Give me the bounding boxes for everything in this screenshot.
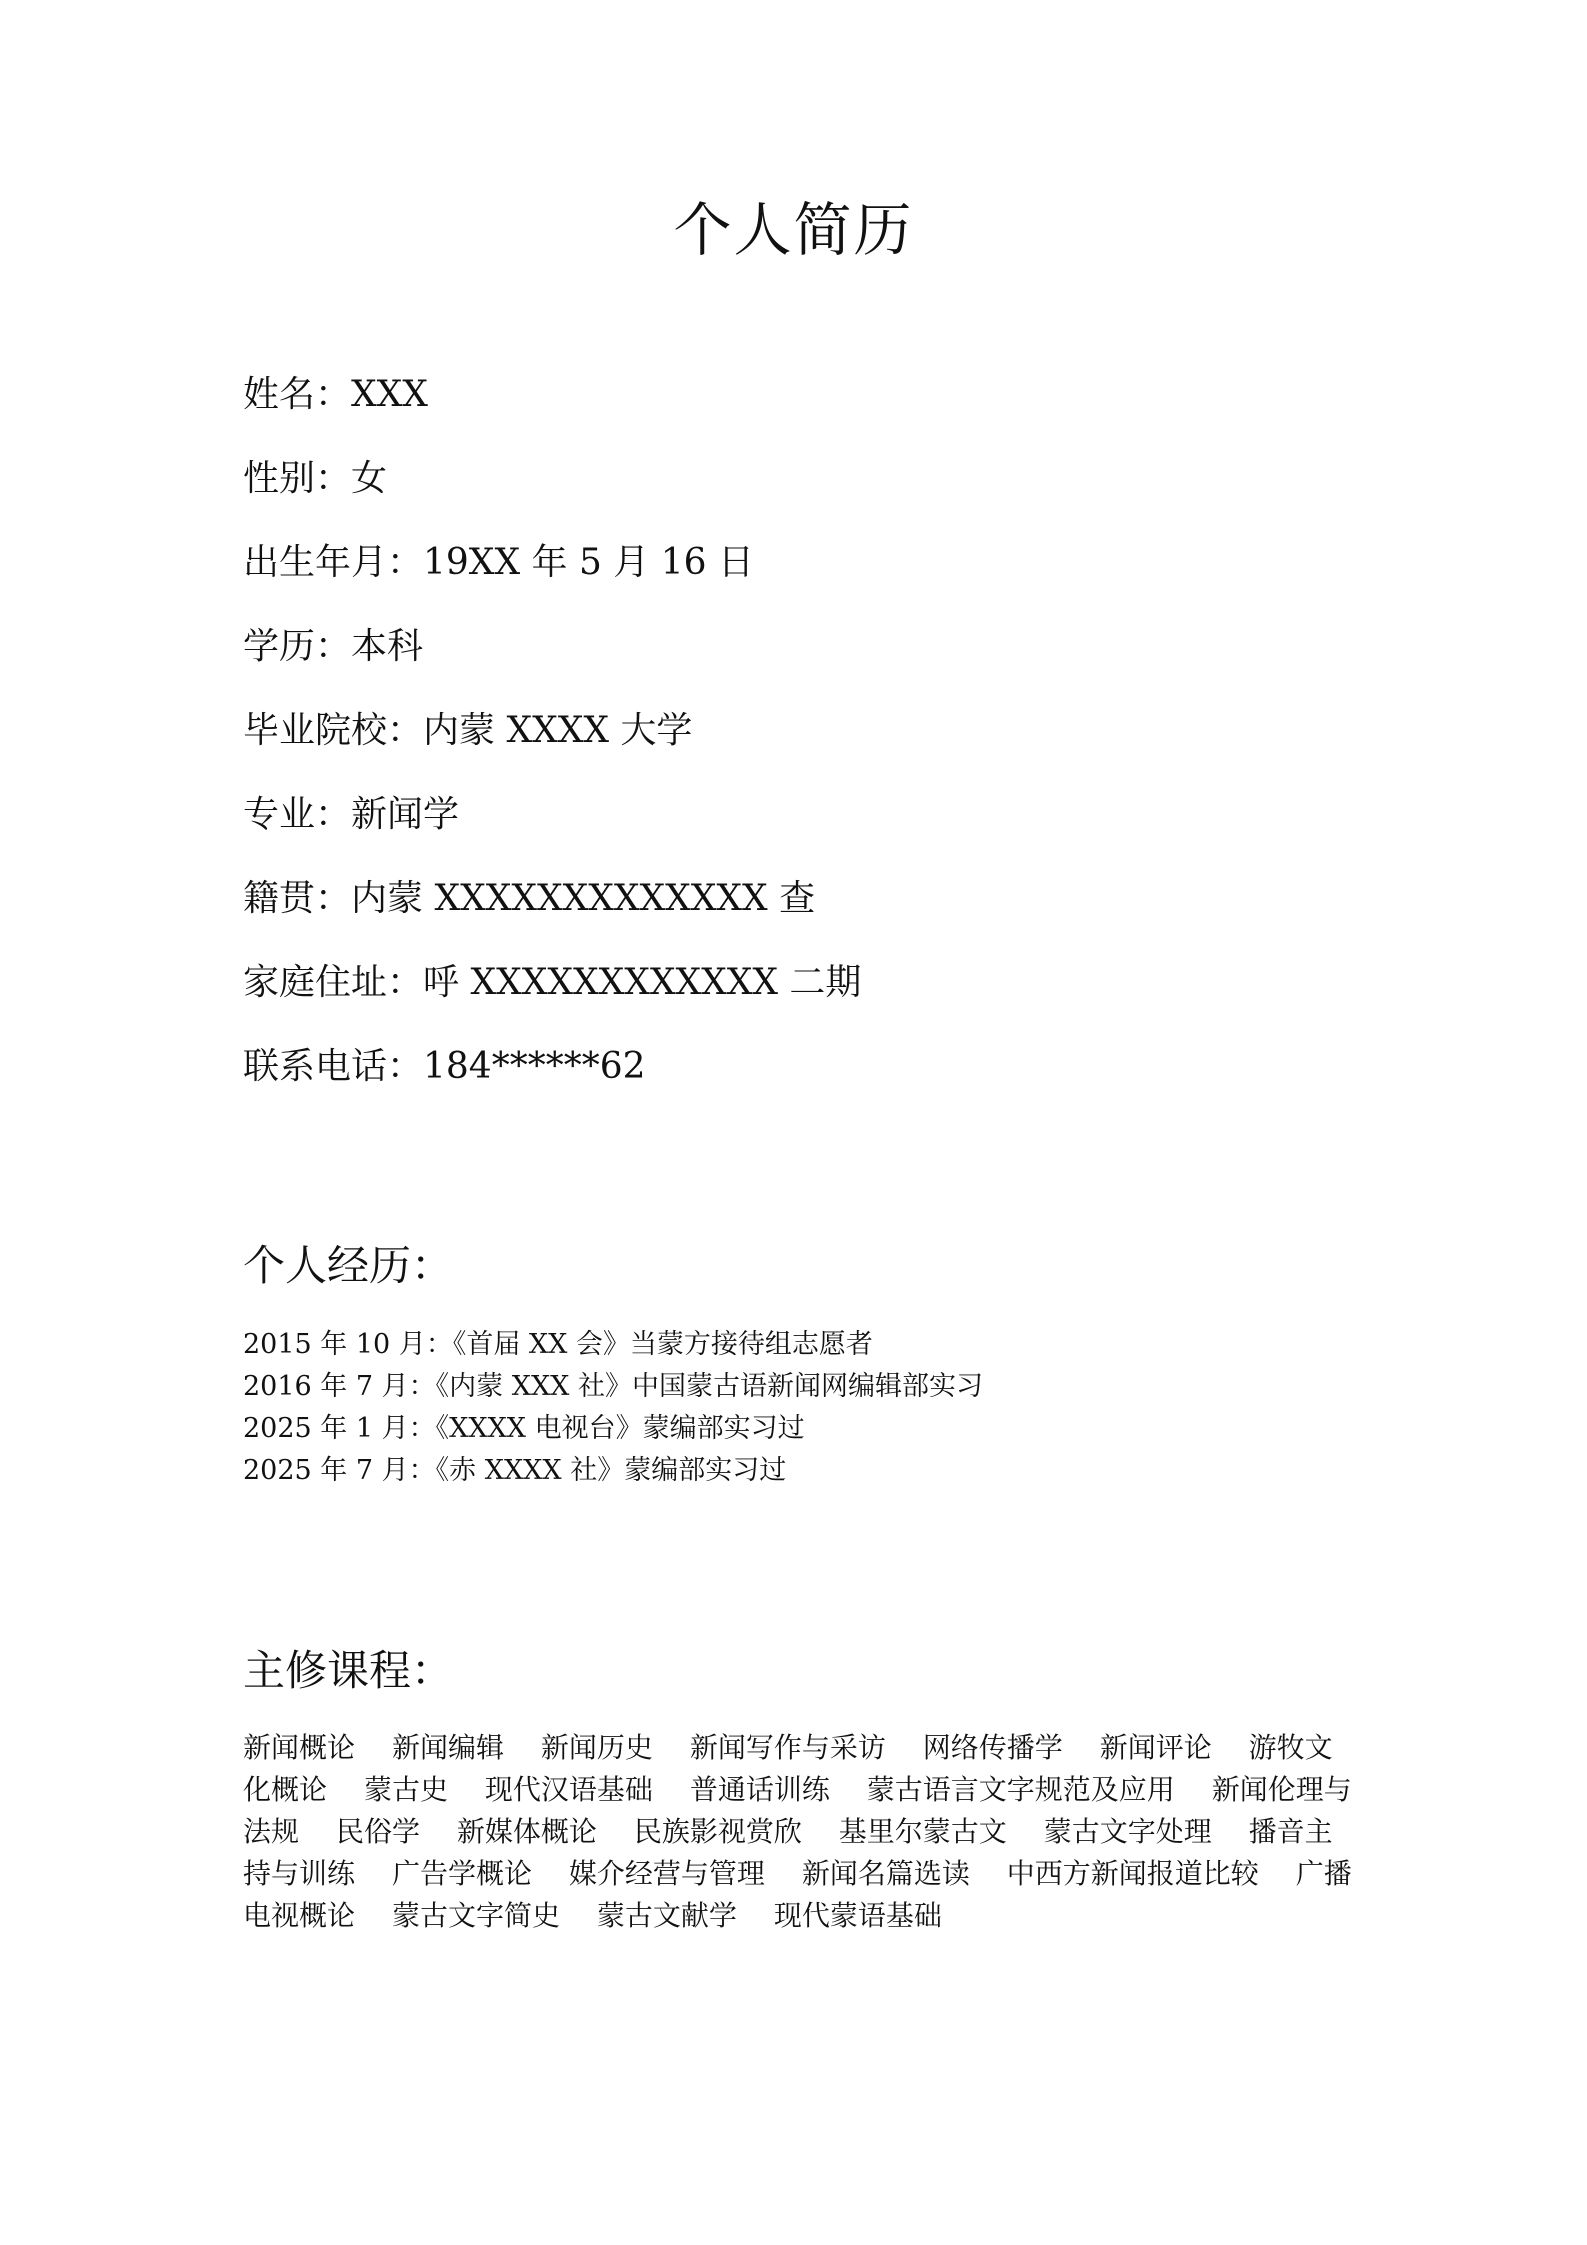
- experience-list: [243, 1324, 1363, 1492]
- info-gender: 性别：女: [243, 458, 388, 499]
- course-item: 蒙古文献学: [596, 1899, 737, 1932]
- course-item: 蒙古史: [363, 1773, 448, 1806]
- course-item: 媒介经营与管理: [568, 1857, 765, 1890]
- info-education: 学历：本科: [243, 626, 424, 667]
- course-item: 基里尔蒙古文: [838, 1815, 1007, 1848]
- personal-info-list: [243, 373, 1363, 1129]
- course-item: 蒙古文字简史: [391, 1899, 560, 1932]
- info-phone: 联系电话：184******62: [243, 1046, 646, 1087]
- info-major: 专业：新闻学: [243, 794, 460, 835]
- experience-item: 2016 年 7 月：《内蒙 XXX 社》中国蒙古语新闻网编辑部实习: [243, 1371, 983, 1402]
- course-item: 新闻概论: [243, 1731, 356, 1764]
- course-item: 新闻写作与采访: [689, 1731, 886, 1764]
- course-item: 网络传播学: [922, 1731, 1063, 1764]
- course-item: 新闻编辑: [391, 1731, 504, 1764]
- experience-item: 2025 年 7 月：《赤 XXXX 社》蒙编部实习过: [243, 1455, 787, 1486]
- course-item: 民族影视赏欣: [633, 1815, 802, 1848]
- course-item: 广播电视概论: [243, 1857, 1352, 1932]
- info-native-place: 籍贯：内蒙 XXXXXXXXXXXXX 查: [243, 878, 816, 919]
- course-item: 游牧文化概论: [243, 1731, 1333, 1806]
- experience-heading: 个人经历：: [243, 1241, 454, 1290]
- course-item: 蒙古语言文字规范及应用: [866, 1773, 1175, 1806]
- page-title: 个人简历: [673, 196, 914, 264]
- courses-list: [243, 1727, 1358, 1937]
- course-item: 现代蒙语基础: [773, 1899, 942, 1932]
- course-item: 新闻伦理与法规: [243, 1773, 1352, 1848]
- experience-item: 2025 年 1 月：《XXXX 电视台》蒙编部实习过: [243, 1413, 805, 1444]
- course-item: 新媒体概论: [456, 1815, 597, 1848]
- course-item: 广告学概论: [391, 1857, 532, 1890]
- info-birth-date: 出生年月：19XX 年 5 月 16 日: [243, 542, 754, 583]
- course-item: 中西方新闻报道比较: [1006, 1857, 1259, 1890]
- course-item: 新闻历史: [540, 1731, 653, 1764]
- courses-heading: 主修课程：: [243, 1646, 454, 1695]
- course-item: 蒙古文字处理: [1043, 1815, 1212, 1848]
- info-name: 姓名：XXX: [243, 374, 428, 415]
- experience-item: 2015 年 10 月：《首届 XX 会》当蒙方接待组志愿者: [243, 1329, 873, 1360]
- course-item: 现代汉语基础: [484, 1773, 653, 1806]
- course-item: 播音主持与训练: [243, 1815, 1333, 1890]
- course-item: 新闻评论: [1099, 1731, 1212, 1764]
- course-item: 普通话训练: [689, 1773, 830, 1806]
- course-item: 民俗学: [335, 1815, 420, 1848]
- info-address: 家庭住址：呼 XXXXXXXXXXXX 二期: [243, 962, 862, 1003]
- info-school: 毕业院校：内蒙 XXXX 大学: [243, 710, 693, 751]
- course-item: 新闻名篇选读: [801, 1857, 970, 1890]
